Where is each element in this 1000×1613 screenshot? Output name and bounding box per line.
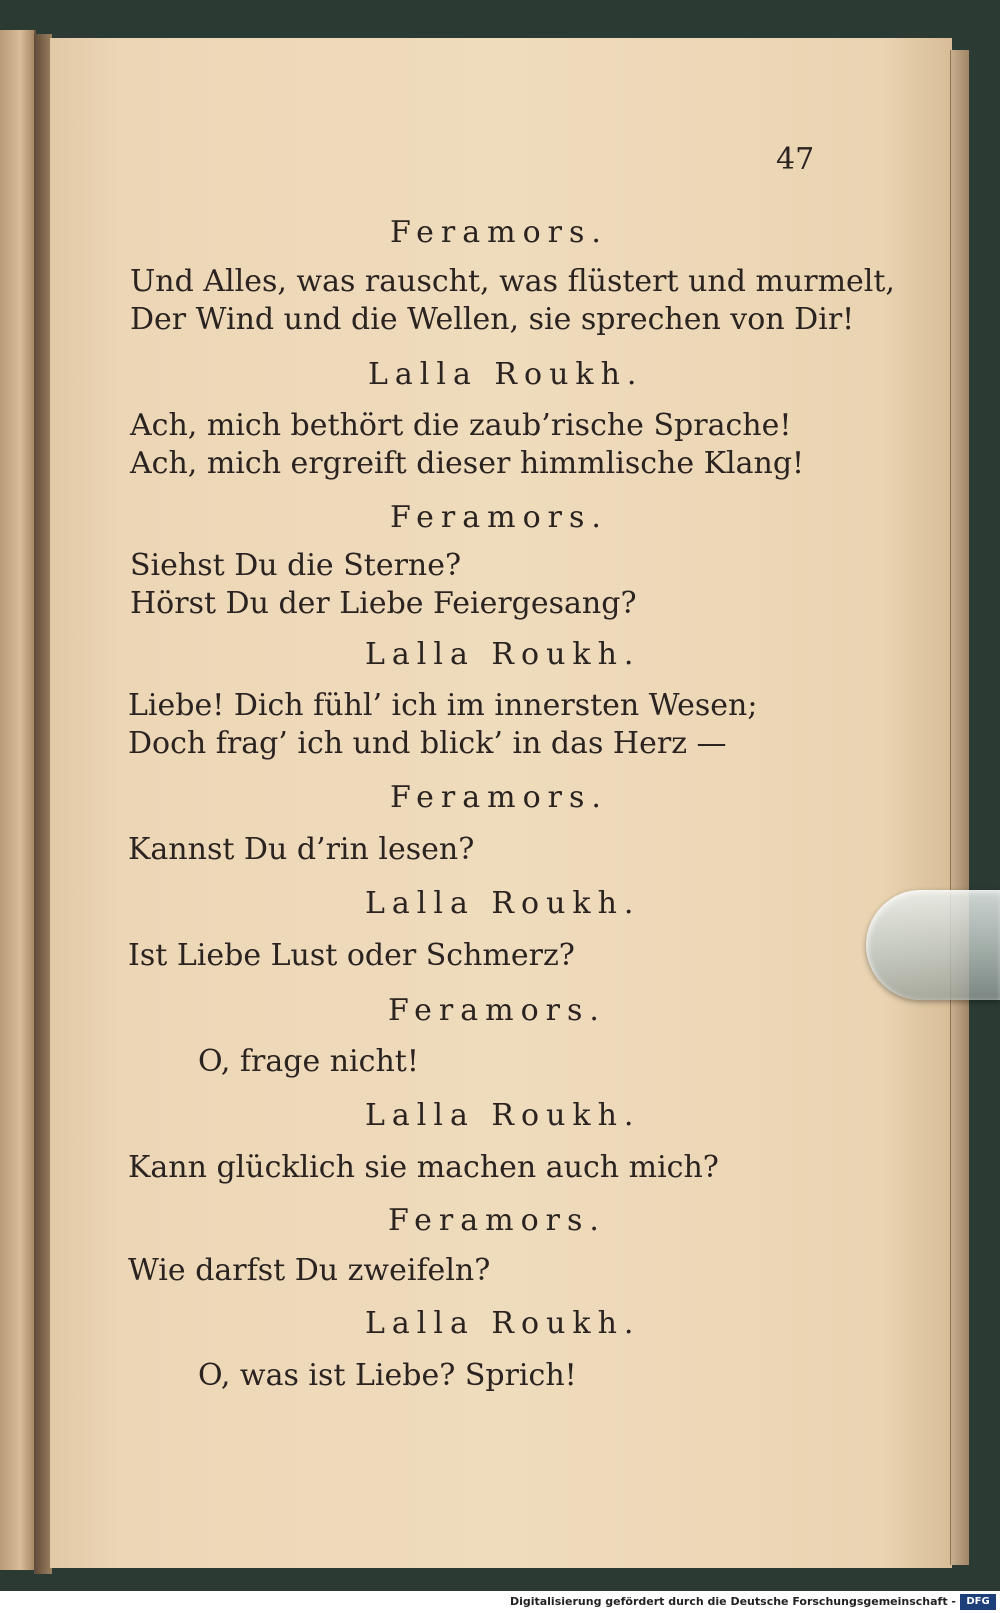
- verse-line: Doch frag’ ich und blick’ in das Herz —: [128, 726, 727, 761]
- speaker-name: Lalla Roukh.: [365, 886, 641, 921]
- page-number: 47: [776, 142, 815, 177]
- verse-line: Ach, mich bethört die zaub’rische Sprache!: [130, 408, 792, 443]
- dfg-logo: DFG: [960, 1594, 996, 1610]
- verse-line: O, frage nicht!: [198, 1044, 419, 1079]
- speaker-name: Lalla Roukh.: [365, 637, 641, 672]
- speaker-name: Feramors.: [390, 215, 608, 250]
- speaker-name: Feramors.: [388, 1203, 606, 1238]
- verse-line: Kannst Du d’rin lesen?: [128, 832, 475, 867]
- left-page-edge: [0, 30, 36, 1570]
- page-clip: [866, 890, 1000, 1000]
- verse-line: Siehst Du die Sterne?: [130, 548, 462, 583]
- speaker-name: Lalla Roukh.: [365, 1306, 641, 1341]
- speaker-name: Feramors.: [388, 993, 606, 1028]
- verse-line: Kann glücklich sie machen auch mich?: [128, 1150, 719, 1185]
- verse-line: Ist Liebe Lust oder Schmerz?: [128, 938, 575, 973]
- speaker-name: Feramors.: [390, 780, 608, 815]
- verse-line: Hörst Du der Liebe Feiergesang?: [130, 586, 637, 621]
- speaker-name: Feramors.: [390, 500, 608, 535]
- verse-line: Der Wind und die Wellen, sie sprechen von Dir!: [130, 302, 855, 337]
- verse-line: Wie darfst Du zweifeln?: [128, 1253, 491, 1288]
- speaker-name: Lalla Roukh.: [368, 357, 644, 392]
- digitization-footer: [0, 1591, 1000, 1613]
- verse-line: Und Alles, was rauscht, was flüstert und murmelt,: [130, 264, 895, 299]
- verse-line: O, was ist Liebe? Sprich!: [198, 1358, 577, 1393]
- verse-line: Liebe! Dich fühl’ ich im innersten Wesen;: [128, 688, 758, 723]
- page-stack-edge: [950, 50, 969, 1565]
- footer-text: Digitalisierung gefördert durch die Deutsche Forschungsgemeinschaft -: [509, 1595, 956, 1608]
- speaker-name: Lalla Roukh.: [365, 1098, 641, 1133]
- verse-line: Ach, mich ergreift dieser himmlische Klang!: [130, 446, 805, 481]
